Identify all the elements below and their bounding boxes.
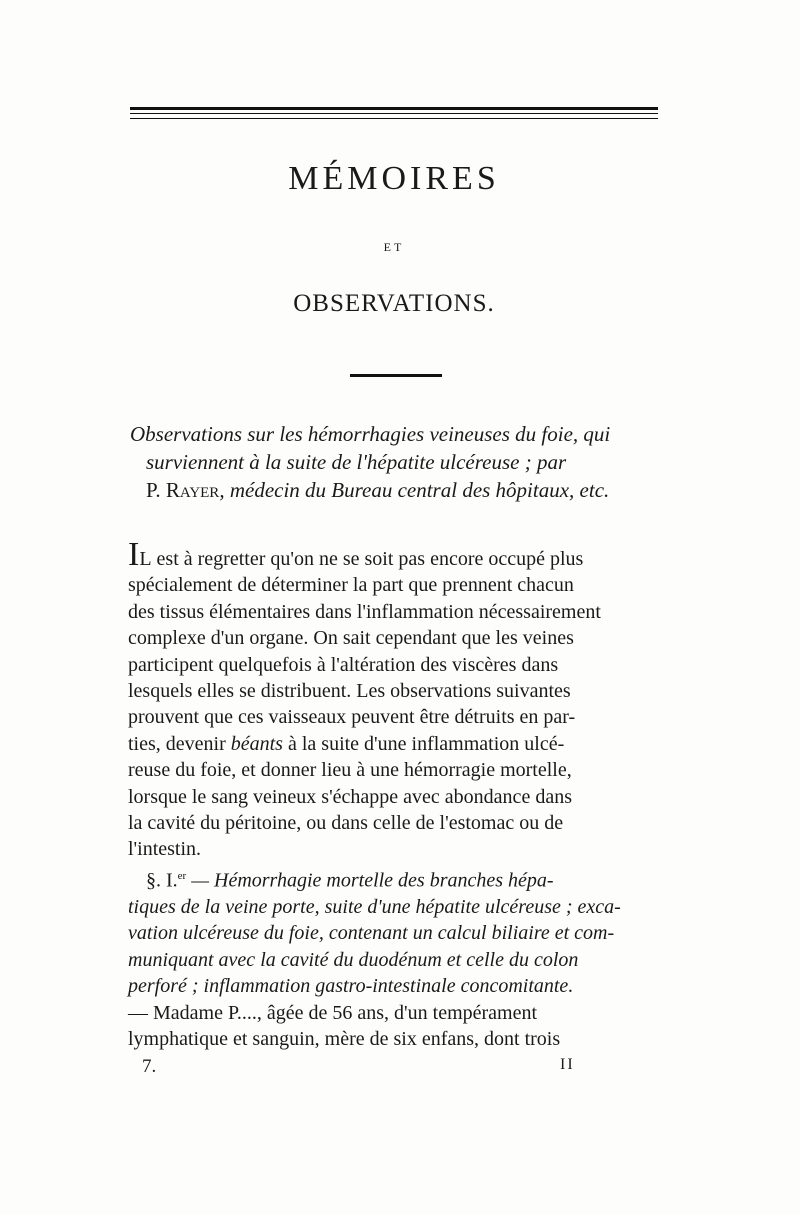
body-line-2: spécialement de déterminer la part que prennent chacun <box>128 574 574 597</box>
article-author: P. Rayer <box>146 478 220 502</box>
body-line-8-post: à la suite d'une inflammation ulcé- <box>282 732 565 755</box>
section-heading-line-4: muniquant avec la cavité du duodénum et celle du colon <box>128 948 579 971</box>
section-mark-sup: er <box>177 869 187 882</box>
title-conjunction: ET <box>383 240 405 254</box>
section-heading-line-1 <box>128 863 668 894</box>
section-heading-line-5: perforé ; inflammation gastro-intestinale concomitante. <box>128 975 574 998</box>
body-line-12: l'intestin. <box>128 838 202 861</box>
signature-mark: 7. <box>142 1056 157 1077</box>
page-title: MÉMOIRES <box>288 160 500 197</box>
section-heading-line-3: vation ulcéreuse du foie, contenant un calcul biliaire et com- <box>128 922 615 945</box>
top-rule-thin <box>130 113 658 114</box>
body-line-6: lesquels elles se distribuent. Les observations suivantes <box>128 680 571 703</box>
body-line-1 <box>128 536 668 573</box>
page-number: II <box>560 1056 575 1073</box>
article-heading-line-2: surviennent à la suite de l'hépatite ulcéreuse ; par <box>146 450 567 474</box>
article-heading-line-3 <box>130 476 665 504</box>
body-line-3: des tissus élémentaires dans l'inflammation nécessairement <box>128 600 601 623</box>
article-heading-line-1: Observations sur les hémorrhagies veineuses du foie, qui <box>130 422 611 446</box>
body-line-text: est à regretter qu'on ne se soit pas encore occupé plus <box>151 548 584 570</box>
first-word-rest: L <box>139 548 152 570</box>
drop-cap: I <box>128 536 140 573</box>
body-line-8-italic: béants <box>230 732 283 755</box>
top-rule-thin-lower <box>130 118 658 119</box>
body-line-11: la cavité du péritoine, ou dans celle de l'estomac ou de <box>128 812 564 835</box>
body-line-9: reuse du foie, et donner lieu à une hémorragie mortelle, <box>128 759 572 782</box>
article-heading <box>130 420 665 504</box>
body-line-closing-1: — Madame P...., âgée de 56 ans, d'un tempérament <box>128 1001 538 1024</box>
body-line-5: participent quelquefois à l'altération des viscères dans <box>128 653 559 676</box>
section-heading-line-2: tiques de la veine porte, suite d'une hépatite ulcéreuse ; exca- <box>128 895 621 918</box>
section-title-part-1: — Hémorrhagie mortelle des branches hépa- <box>186 869 554 892</box>
section-divider <box>350 374 442 377</box>
body-line-8-pre: ties, devenir <box>128 732 231 755</box>
page-subtitle: OBSERVATIONS. <box>293 290 495 317</box>
body-line-closing-2: lymphatique et sanguin, mère de six enfans, dont trois <box>128 1027 561 1050</box>
body-line-4: complexe d'un organe. On sait cependant que les veines <box>128 627 574 650</box>
body-line-8 <box>128 731 668 757</box>
top-rule-thick <box>130 107 658 110</box>
section-mark: §. I. <box>146 869 178 892</box>
article-body <box>128 536 668 1052</box>
body-line-10: lorsque le sang veineux s'échappe avec abondance dans <box>128 785 572 808</box>
article-author-affiliation: , médecin du Bureau central des hôpitaux, etc. <box>219 478 610 502</box>
body-line-7: prouvent que ces vaisseaux peuvent être détruits en par- <box>128 706 576 729</box>
